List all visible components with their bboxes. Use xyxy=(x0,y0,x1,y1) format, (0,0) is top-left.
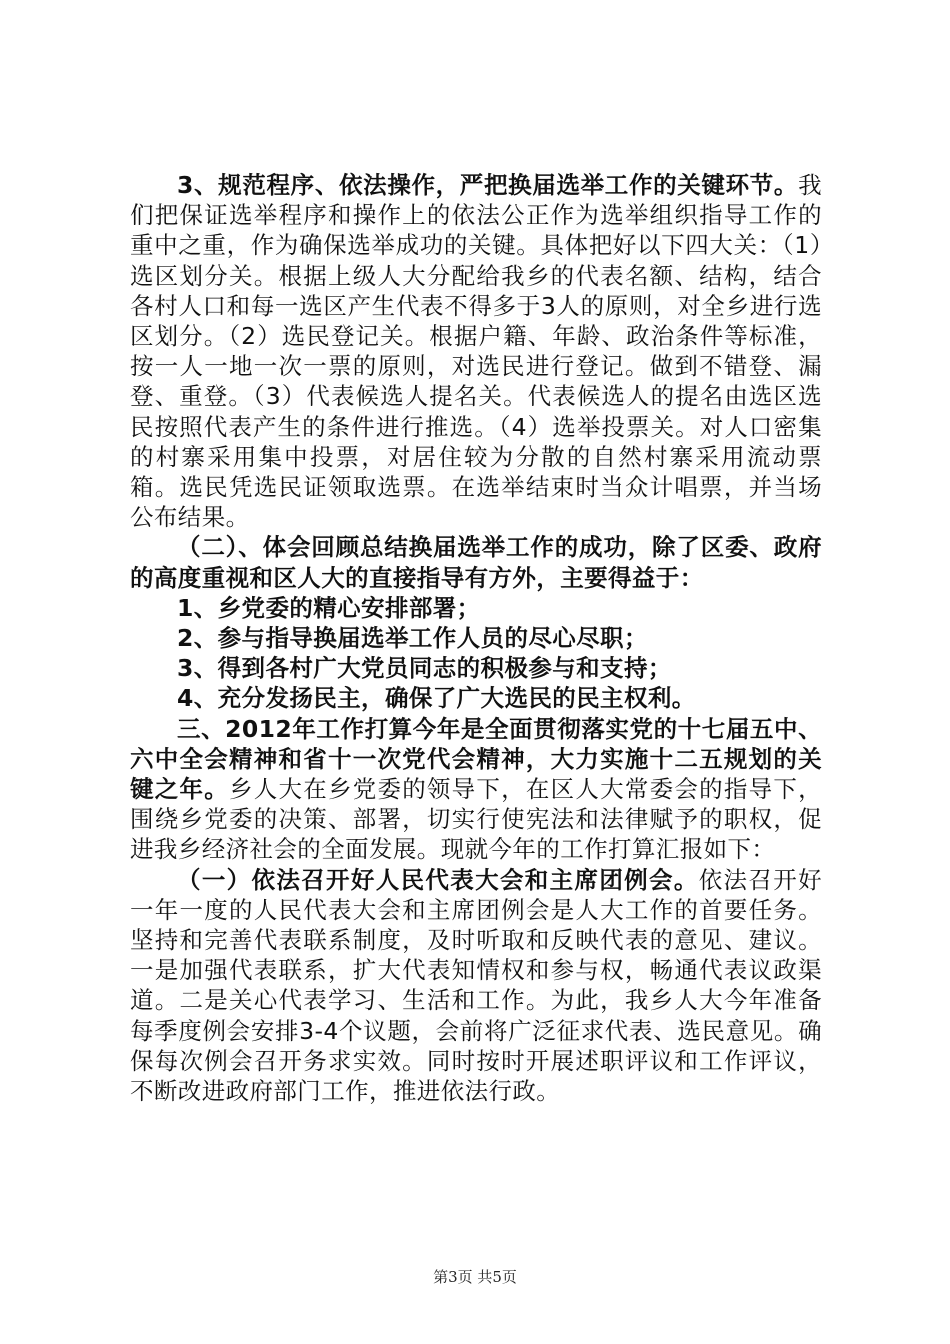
paragraph-experience xyxy=(130,532,822,592)
paragraph-body: 我们把保证选举程序和操作上的依法公正作为选举组织指导工作的重中之重，作为确保选举成功的关键。具体把好以下四大关：（1）选区划分关。根据上级人大分配给我乡的代表名额、结构，结合各村人口和每一选区产生代表不得多于3人的原则，对全乡进行选区划分。（2）选民登记关。根据户籍、年龄、政治条件等标准，按一人一地一次一票的原则，对选民进行登记。做到不错登、漏登、重登。（3）代表候选人提名关。代表候选人的提名由选区选民按照代表产生的条件进行推选。（4）选举投票关。对人口密集的村寨采用集中投票，对居住较为分散的自然村寨采用流动票箱。选民凭选民证领取选票。在选举结束时当众计唱票，并当场公布结果。 xyxy=(130,171,822,532)
document-body xyxy=(130,170,822,1106)
list-item-text: 2、参与指导换届选举工作人员的尽心尽职； xyxy=(177,624,648,653)
paragraph-election-procedure xyxy=(130,170,822,532)
page-number-footer: 第3页 共5页 xyxy=(433,1268,517,1286)
paragraph-heading: （二）、体会回顾总结换届选举工作的成功，除了区委、政府的高度重视和区人大的直接指导有方外，主要得益于： xyxy=(130,533,822,592)
list-item-text: 4、充分发扬民主，确保了广大选民的民主权利。 xyxy=(177,684,696,713)
paragraph-heading: 三、2012年工作打算今年是全面贯彻落实党的十七届五中、六中全会精神和省十一次党代会精神，大力实施十二五规划的关键之年。 xyxy=(130,714,822,804)
paragraph-2012-plan xyxy=(130,714,822,865)
paragraph-heading: （一）依法召开好人民代表大会和主席团例会。 xyxy=(177,865,699,894)
paragraph-body: 乡人大在乡党委的领导下，在区人大常委会的指导下，围绕乡党委的决策、部署，切实行使宪法和法律赋予的职权，促进我乡经济社会的全面发展。现就今年的工作打算汇报如下： xyxy=(130,775,822,864)
list-item-text: 3、得到各村广大党员同志的积极参与和支持； xyxy=(177,654,672,683)
list-item-4 xyxy=(130,683,822,713)
list-item-2 xyxy=(130,623,822,653)
paragraph-heading: 3、规范程序、依法操作，严把换届选举工作的关键环节。 xyxy=(177,171,799,199)
paragraph-body: 依法召开好一年一度的人民代表大会和主席团例会是人大工作的首要任务。坚持和完善代表联系制度，及时听取和反映代表的意见、建议。一是加强代表联系，扩大代表知情权和参与权，畅通代表议政渠道。二是关心代表学习、生活和工作。为此，我乡人大今年准备每季度例会安排3-4个议题，会前将广泛征求代表、选民意见。确保每次例会召开务求实效。同时按时开展述职评议和工作评议，不断改进政府部门工作，推进依法行政。 xyxy=(130,865,822,1106)
list-item-1 xyxy=(130,593,822,623)
list-item-3 xyxy=(130,653,822,683)
list-item-text: 1、乡党委的精心安排部署； xyxy=(177,593,481,622)
paragraph-congress-meetings xyxy=(130,865,822,1107)
